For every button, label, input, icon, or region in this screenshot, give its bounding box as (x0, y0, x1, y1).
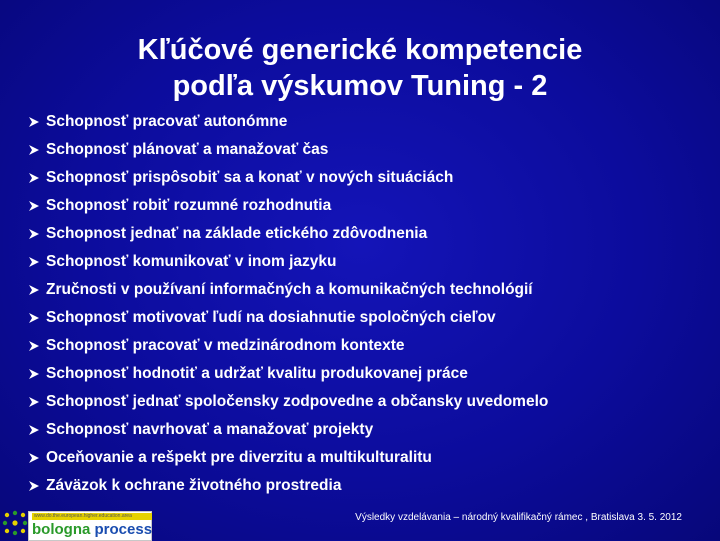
footer-text: Výsledky vzdelávania – národný kvalifikačný rámec , Bratislava 3. 5. 2012 (355, 512, 682, 523)
arrow-bullet-icon (28, 228, 46, 240)
slide-title (0, 32, 720, 104)
bullet-text: Oceňovanie a rešpekt pre diverzitu a multikulturalitu (46, 449, 432, 466)
bullet-text: Schopnost jednať na základe etického zdôvodnenia (46, 225, 428, 242)
bullet-text: Schopnosť hodnotiť a udržať kvalitu produkovanej práce (46, 365, 468, 382)
logo-word-1: bologna (32, 521, 91, 538)
bullet-item (28, 192, 708, 220)
arrow-bullet-icon (28, 368, 46, 380)
bullet-item (28, 164, 708, 192)
bullet-text: Schopnosť plánovať a manažovať čas (46, 141, 329, 158)
bullet-text: Schopnosť navrhovať a manažovať projekty (46, 421, 374, 438)
bullet-item (28, 304, 708, 332)
bullet-item (28, 108, 708, 136)
bologna-process-logo (0, 508, 152, 540)
logo-box (28, 511, 152, 541)
bullet-item (28, 416, 708, 444)
bullet-text: Schopnosť robiť rozumné rozhodnutia (46, 197, 332, 214)
star-dots-icon (2, 510, 28, 536)
logo-tagline: www.do.the.european.higher.education.area (32, 513, 152, 520)
bullet-text: Schopnosť motivovať ľudí na dosiahnutie spoločných cieľov (46, 309, 496, 326)
arrow-bullet-icon (28, 340, 46, 352)
bullet-text: Záväzok k ochrane životného prostredia (46, 477, 342, 494)
arrow-bullet-icon (28, 200, 46, 212)
bullet-text: Schopnosť komunikovať v inom jazyku (46, 253, 337, 270)
bullet-item (28, 332, 708, 360)
arrow-bullet-icon (28, 284, 46, 296)
bullet-item (28, 220, 708, 248)
arrow-bullet-icon (28, 312, 46, 324)
bullet-text: Schopnosť pracovať autonómne (46, 113, 288, 130)
bullet-text: Zručnosti v používaní informačných a komunikačných technológií (46, 281, 533, 298)
logo-word-2: process (94, 521, 153, 538)
arrow-bullet-icon (28, 424, 46, 436)
bullet-text: Schopnosť prispôsobiť sa a konať v nových situáciách (46, 169, 454, 186)
arrow-bullet-icon (28, 172, 46, 184)
arrow-bullet-icon (28, 116, 46, 128)
bullet-item (28, 472, 708, 500)
arrow-bullet-icon (28, 452, 46, 464)
bullet-item (28, 276, 708, 304)
bullet-item (28, 444, 708, 472)
bullet-item (28, 248, 708, 276)
title-line-2: podľa výskumov Tuning - 2 (172, 70, 548, 102)
bullet-item (28, 136, 708, 164)
logo-wordmark (32, 521, 152, 538)
arrow-bullet-icon (28, 396, 46, 408)
bullet-text: Schopnosť jednať spoločensky zodpovedne a občansky uvedomelo (46, 393, 549, 410)
arrow-bullet-icon (28, 480, 46, 492)
bullet-item (28, 360, 708, 388)
arrow-bullet-icon (28, 144, 46, 156)
arrow-bullet-icon (28, 256, 46, 268)
title-line-1: Kľúčové generické kompetencie (137, 34, 583, 66)
bullet-item (28, 388, 708, 416)
bullet-text: Schopnosť pracovať v medzinárodnom kontexte (46, 337, 405, 354)
bullet-list (28, 108, 708, 500)
